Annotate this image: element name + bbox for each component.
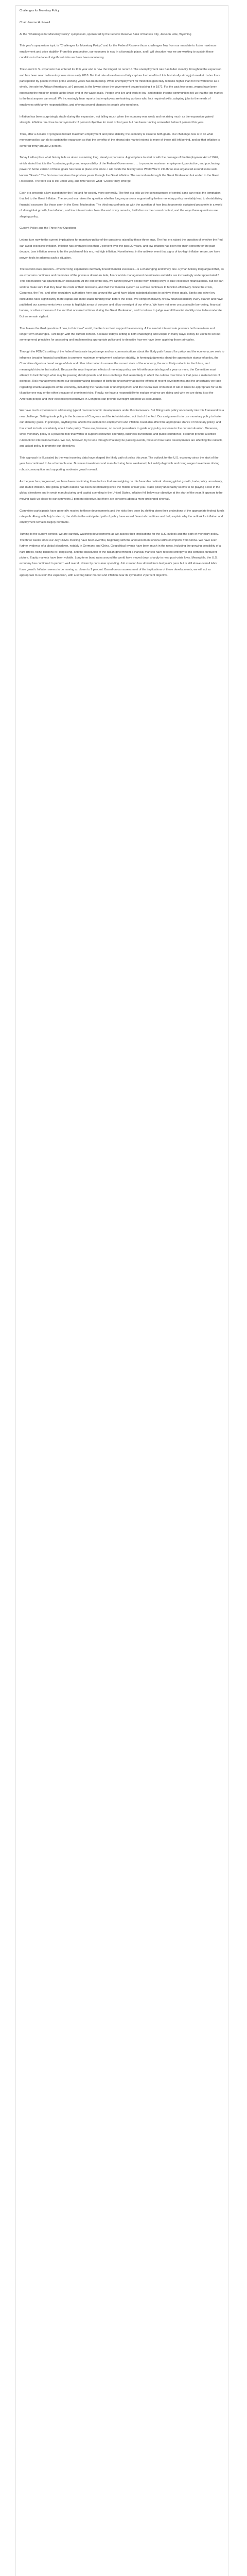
paragraph: Each era presents a key question for the Fed and for society more generally. The first era tells us the consequences of central bank can resist the temptation that led to the Great Inflation. The second era raises the question whether long expansions supported by better monetary policy inevitably lead to destabilizing financial excesses like those seen in the Great Moderation. The third era confronts us with the question of how best to promote sustained prosperity in a world of slow global growth, low inflation, and low interest rates. Near the end of my remarks, I will discuss the current context, and the ways these questions are shaping policy. xyxy=(20,191,222,218)
speech-document xyxy=(20,8,224,585)
paragraph: As the year has progressed, we have been monitoring three factors that are weighing on this favorable outlook: slowing global growth, trade policy uncertainty, and muted inflation. The global growth outlook has been deteriorating since the middle of last year. Trade policy uncertainty seems to be playing a role in the global slowdown and in weak manufacturing and capital spending in the United States. Inflation fell below our objective at the start of the year. It appears to be moving back up closer to our symmetric 2 percent objective, but there are concerns about a more prolonged shortfall. xyxy=(20,480,223,501)
paragraph: Today I will explore what history tells us about sustaining long, steady expansions. A good place to start is with the passage of the Employment Act of 1946, which stated that it is the "continuing policy and responsibility of the Federal Government . . . to promote maximum employment, production, and purchasing power."2 Some version of these goals has been in place ever since. I will divide the history since World War II into three eras organized around some well-known "Greats." The first era comprises the postwar years through the Great Inflation. The second era brought the Great Moderation but ended in the Great Recession. The third era is still under way, and time will tell what "Greats" may emerge. xyxy=(20,156,220,183)
paragraph: This year's symposium topic is "Challenges for Monetary Policy," and for the Federal Reserve those challenges flow from our mandate to foster maximum employment and price stability. From this perspective, our economy is now in a favorable place, and I will describe how we are working to sustain these conditions in the face of significant risks we have been monitoring. xyxy=(20,44,217,60)
paragraph: The current U.S. expansion has entered its 11th year and is now the longest on record.1 The unemployment rate has fallen steadily throughout the expansion and has been near half-century lows since early 2018. But that rate alone does not fully capture the benefits of this historically strong job market. Labor force participation by people in their prime working years has been rising. While unemployment for minorities generally remains higher than for the workforce as a whole, the rate for African Americans, at 6 percent, is the lowest since the government began tracking it in 1972. For the past few years, wages have been increasing the most for people at the lower end of the wage scale. People who live and work in low- and middle-income communities tell us that the job market is the best anyone can recall. We increasingly hear reports that employers are training workers who lack required skills, adapting jobs to the needs of employees with family responsibilities, and offering second chances to people who need one. xyxy=(20,68,223,107)
page-title: Challenges for Monetary Policy xyxy=(20,9,60,12)
speaker-byline: Chair Jerome H. Powell xyxy=(20,21,50,24)
paragraph: That leaves the third question of how, in this low-r* world, the Fed can best support the economy. A low neutral interest rate prevents both near-term and longer-term challenges. I will begin with the current context. Because today's setting is both challenging and unique in many ways, it may be useful to set out some general principles for assessing and implementing appropriate policy and to describe how we have been applying those principles. xyxy=(20,327,221,342)
paragraph: Committee participants have generally reacted to these developments and the risks they pose by shifting down their projections of the appropriate federal funds rate path. Along with July's rate cut, the shifts in the anticipated path of policy have eased financial conditions and help explain why the outlook for inflation and employment remains largely favorable. xyxy=(20,509,224,524)
paragraph: Inflation has been surprisingly stable during the expansion, not falling much when the economy was weak and not rising much as the expansion gained strength. Inflation ran close to our symmetric 2 percent objective for most of last year but has been running somewhat below 2 percent this year. xyxy=(20,115,214,124)
paragraph: The second era's question—whether long expansions inevitably breed financial excesses—is a challenging and timely one. Hyman Minsky long argued that, as an expansion continues and memories of the previous downturn fade, financial risk management deteriorates and risks are increasingly underappreciated.3 This observation has sparked much discussion. At the end of the day, we cannot prevent people from finding ways to take excessive financial risks. But we can work to make sure that they bear the costs of their decisions, and that the financial system as a whole continues to function effectively. Since the crisis, Congress, the Fed, and other regulatory authorities here and around the world have taken substantial steps to achieve these goals. Banks and other key institutions have significantly more capital and more stable funding than before the crisis. We comprehensively review financial stability every quarter and have published our assessments twice a year to highlight areas of concern and allow oversight of our efforts. We have not seen unsustainable borrowing, financial booms, or other excesses of the sort that occurred at times during the Great Moderation, and I continue to judge overall financial stability risks to be moderate. But we remain vigilant. xyxy=(20,268,224,318)
paragraph: This approach is illustrated by the way incoming data have shaped the likely path of policy this year. The outlook for the U.S. economy since the start of the year has continued to be a favorable one. Business investment and manufacturing have weakened, but solid job growth and rising wages have been driving robust consumption and supporting moderate growth overall. xyxy=(20,456,220,471)
section-heading: Current Policy and the Three Key Questions xyxy=(20,227,77,230)
paragraph: We have much experience in addressing typical macroeconomic developments under this framework. But fitting trade policy uncertainty into this framework is a new challenge. Setting trade policy is the business of Congress and the Administration, not that of the Fed. Our assignment is to use monetary policy to foster our statutory goals. In principle, anything that affects the outlook for employment and inflation could also affect the appropriate stance of monetary policy, and that could include uncertainty about trade policy. There are, however, no recent precedents to guide any policy response to the current situation. Moreover, while monetary policy is a powerful tool that works to support consumer spending, business investment, and public confidence, it cannot provide a settled rulebook for international trade. We can, however, try to look through what may be passing events, focus on how trade developments are affecting the outlook, and adjust policy to promote our objectives. xyxy=(20,409,224,448)
paragraph: Turning to the current context, we are carefully watching developments as we assess their implications for the U.S. outlook and the path of monetary policy. The three weeks since our July FOMC meeting have been eventful, beginning with the announcement of new tariffs on imports from China. We have seen further evidence of a global slowdown, notably in Germany and China. Geopolitical events have been much in the news, including the growing possibility of a hard Brexit, rising tensions in Hong Kong, and the dissolution of the Italian government. Financial markets have reacted strongly to this complex, turbulent picture. Equity markets have been volatile. Long-term bond rates around the world have moved down sharply to near post-crisis lows. Meanwhile, the U.S. economy has continued to perform well overall, driven by consumer spending. Job creation has slowed from last year's pace but is still above overall labor force growth. Inflation seems to be moving up closer to 2 percent. Based on our assessment of the implications of these developments, we will act as appropriate to sustain the expansion, with a strong labor market and inflation near its symmetric 2 percent objective. xyxy=(20,533,221,578)
paragraph: Let me turn now to the current implications for monetary policy of the questions raised by these three eras. The first era raised the question of whether the Fed can avoid excessive inflation. Inflation has averaged less than 2 percent over the past 20 years, and low inflation has been the main concern for the past decade. Low inflation seems to be the problem of this era, not high inflation. Nonetheless, in the unlikely event that signs of too-high inflation return, we have proven tools to address such a situation. xyxy=(20,239,223,260)
paragraph: At the "Challenges for Monetary Policy" symposium, sponsored by the Federal Reserve Bank of Kansas City, Jackson Hole, Wyoming xyxy=(20,32,191,36)
paragraph: Through the FOMC's setting of the federal funds rate target range and our communications about the likely path forward for policy and the economy, we seek to influence broader financial conditions to promote maximum employment and price stability. In forming judgments about the appropriate stance of policy, the Committee digests a broad range of data and other information to assess the current state of the economy, the most likely outlook for the future, and meaningful risks to that outlook. Because the most important effects of monetary policy are felt with uncertain lags of a year or more, the Committee must attempt to look through what may be passing developments and focus on things that seem likely to affect the outlook over time or that pose a material risk of doing so. Risk management enters our decisionmaking because of both the uncertainty about the effects of recent developments and the uncertainty we face regarding structural aspects of the economy, including the natural rate of unemployment and the neutral rate of interest. It will at times be appropriate for us to tilt policy one way or the other because of prominent risks. Finally, we have a responsibility to explain what we are doing and why we are doing it so the American people and their elected representatives in Congress can provide oversight and hold us accountable. xyxy=(20,350,224,401)
paragraph: Thus, after a decade of progress toward maximum employment and price stability, the economy is close to both goals. Our challenge now is to do what monetary policy can do to sustain the expansion so that the benefits of the strong jobs market extend to more of those still left behind, and so that inflation is centered firmly around 2 percent. xyxy=(20,132,220,148)
